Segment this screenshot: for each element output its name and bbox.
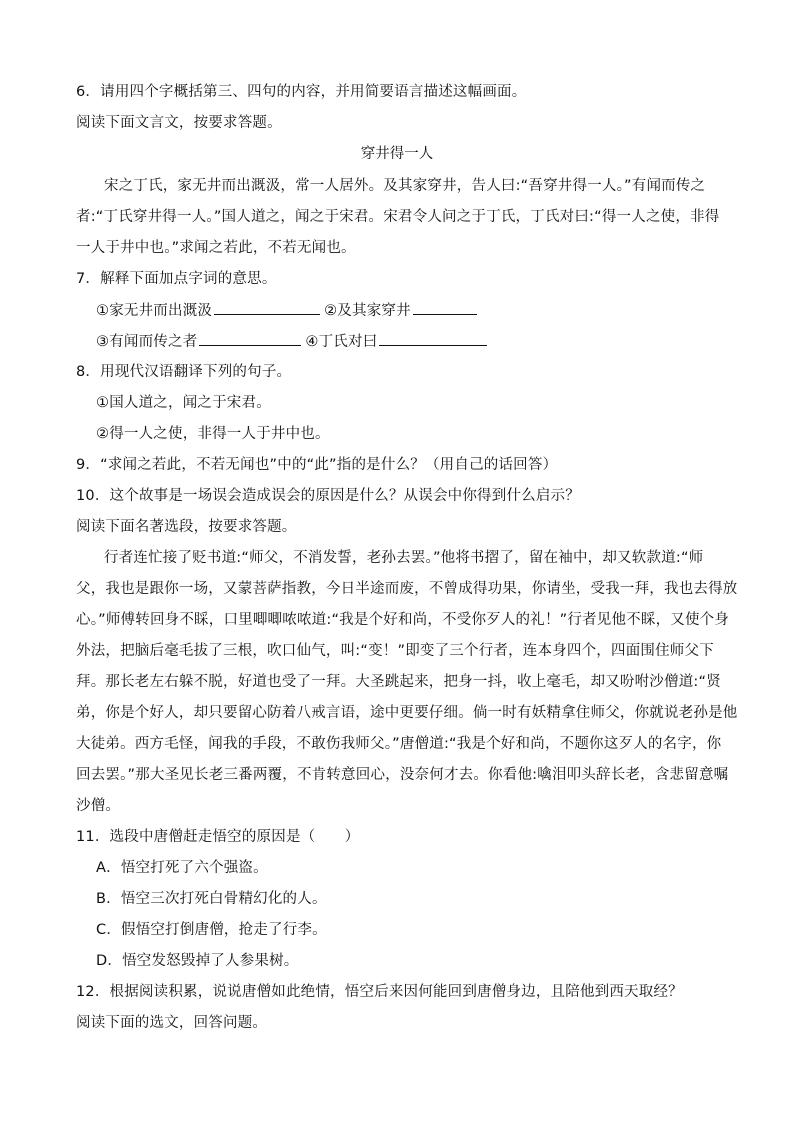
answer-blank[interactable]	[199, 331, 301, 346]
question-6: 6．请用四个字概括第三、四句的内容，并用简要语言描述这幅画面。	[76, 84, 527, 100]
classical-text-line: 宋之丁氏，家无井而出溉汲，常一人居外。及其家穿井，告人曰:“吾穿井得一人。”有闻而传之	[104, 178, 706, 194]
novel-text-line: 外法，把脑后毫毛拔了三根，吹口仙气，叫:“变！”即变了三个行者，连本身四个，四面围住师父下	[76, 643, 714, 659]
novel-text-line: 父，我也是跟你一场，又蒙菩萨指教，今日半途而废，不曾成得功果，你请坐，受我一拜，我也去得放	[76, 581, 738, 597]
reading-instruction-1: 阅读下面文言文，按要求答题。	[76, 115, 282, 131]
novel-text-line: 拜。那长老左右躲不脱，好道也受了一拜。大圣跳起来，把身一抖，收上毫毛，却又吩咐沙僧道:“贤	[76, 674, 721, 690]
question-10: 10．这个故事是一场误会造成误会的原因是什么？从误会中你得到什么启示？	[76, 488, 580, 504]
reading-instruction-3: 阅读下面的选文，回答问题。	[76, 1015, 268, 1031]
q7-item-3: ③有闻而传之者	[96, 334, 198, 350]
reading-instruction-2: 阅读下面名著选段，按要求答题。	[76, 519, 297, 535]
question-7: 7．解释下面加点字词的意思。	[76, 271, 277, 287]
q7-item-1: ①家无井而出溉汲	[96, 303, 213, 319]
classical-text-line: 一人于井中也。”求闻之若此，不若无闻也。	[76, 240, 356, 256]
q11-option-d[interactable]: D．悟空发怒毁掉了人参果树。	[96, 953, 299, 969]
classical-text-title: 穿井得一人	[360, 146, 434, 162]
question-7-row-1	[96, 300, 477, 321]
answer-blank[interactable]	[214, 300, 320, 315]
answer-blank[interactable]	[379, 331, 487, 346]
q11-option-c[interactable]: C．假悟空打倒唐僧，抢走了行李。	[96, 922, 327, 938]
question-12: 12．根据阅读积累，说说唐僧如此绝情，悟空后来因何能回到唐僧身边，且陪他到西天取经？	[76, 984, 683, 1000]
novel-text-line: 沙僧。	[76, 798, 121, 814]
answer-blank[interactable]	[413, 300, 477, 315]
classical-text-line: 者:“丁氏穿井得一人。”国人道之，闻之于宋君。宋君令人问之于丁氏，丁氏对曰:“得一人之使，非得	[76, 209, 720, 225]
q11-option-a[interactable]: A．悟空打死了六个强盗。	[96, 860, 268, 876]
novel-text-line: 心。”师傅转回身不睬，口里唧唧哝哝道:“我是个好和尚，不受你歹人的礼！”行者见他不睬，又使个身	[76, 612, 730, 628]
novel-text-line: 回去罢。”那大圣见长老三番两覆，不肯转意回心，没奈何才去。你看他:噙泪叩头辞长老，含悲留意嘱	[76, 767, 729, 783]
question-7-row-2	[96, 331, 487, 352]
novel-text-line: 弟，你是个好人，却只要留心防着八戒言语，途中更要仔细。倘一时有妖精拿住师父，你就说老孙是他	[76, 705, 738, 721]
q11-option-b[interactable]: B．悟空三次打死白骨精幻化的人。	[96, 891, 327, 907]
q8-sentence-1: ①国人道之，闻之于宋君。	[96, 395, 271, 411]
q8-sentence-2: ②得一人之使，非得一人于井中也。	[96, 426, 330, 442]
question-8: 8．用现代汉语翻译下列的句子。	[76, 364, 292, 380]
question-9: 9．“求闻之若此，不若无闻也”中的“此”指的是什么？（用自己的话回答）	[76, 457, 558, 473]
question-11: 11．选段中唐僧赶走悟空的原因是（ ）	[76, 829, 360, 845]
novel-text-line: 行者连忙接了贬书道:“师父，不消发誓，老孙去罢。”他将书摺了，留在袖中，却又软款道:“师	[104, 550, 704, 566]
q7-item-2: ②及其家穿井	[324, 303, 411, 319]
novel-text-line: 大徒弟。西方毛怪，闻我的手段，不敢伤我师父。”唐僧道:“我是个好和尚，不题你这歹人的名字，你	[76, 736, 722, 752]
q7-item-4: ④丁氏对曰	[305, 334, 378, 350]
